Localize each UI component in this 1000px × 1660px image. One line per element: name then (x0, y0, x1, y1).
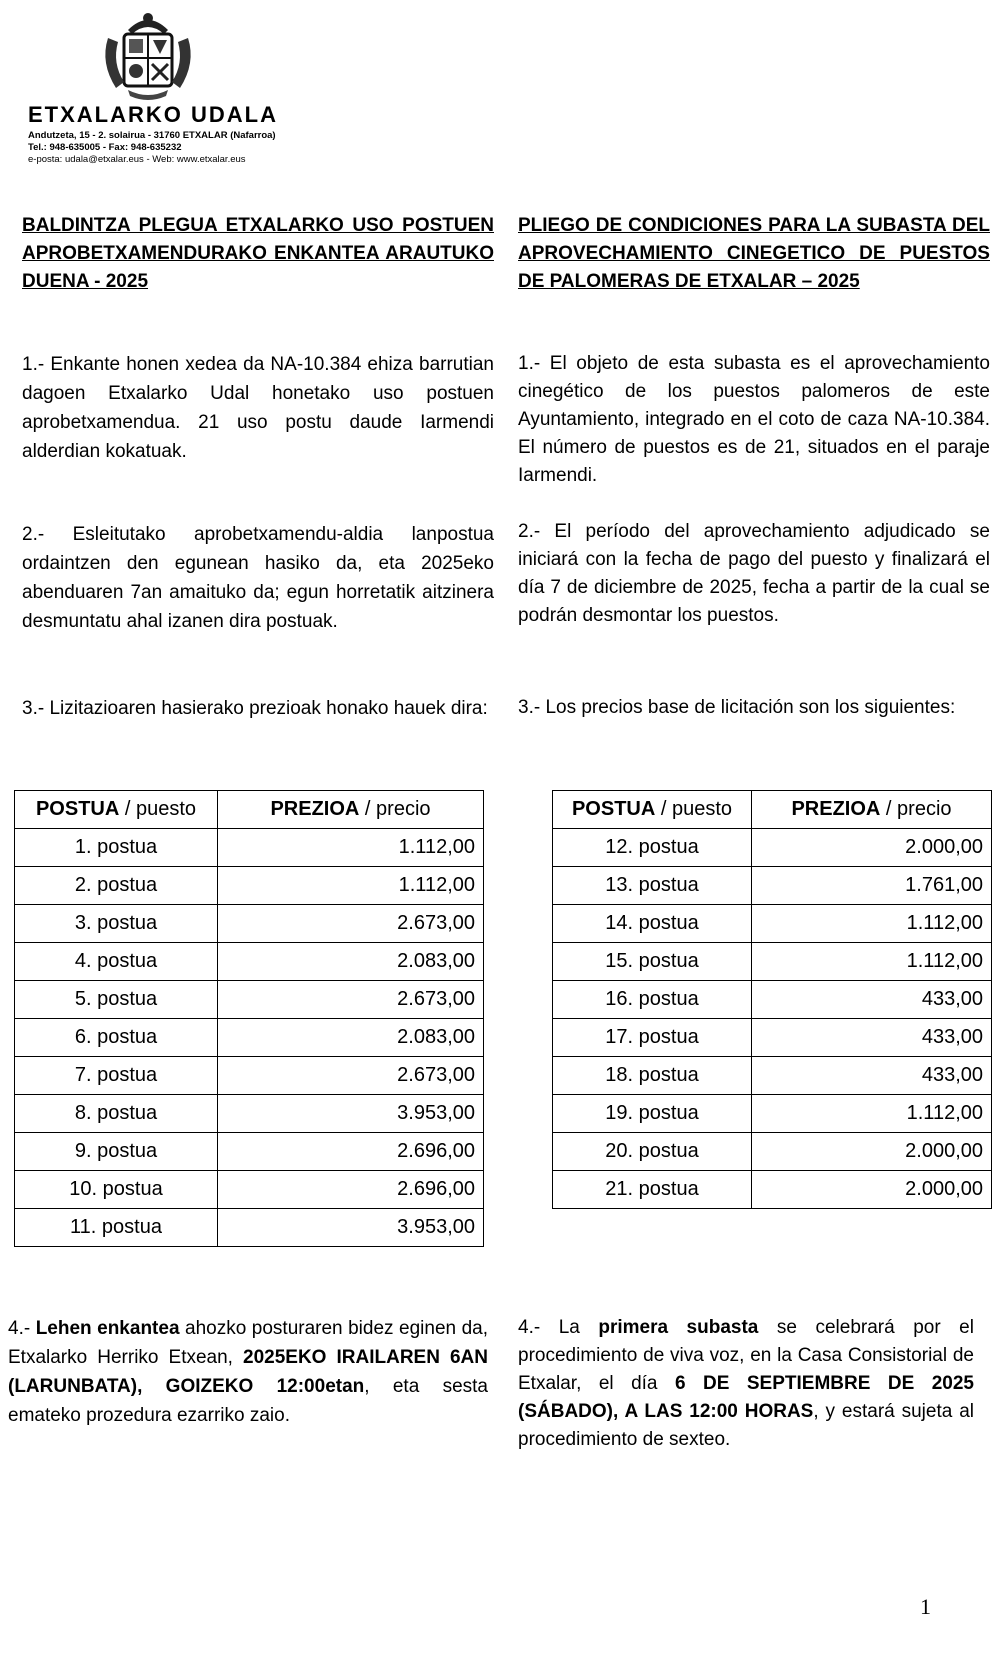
price-cell: 1.761,00 (752, 867, 992, 905)
post-cell: 19. postua (553, 1095, 752, 1133)
post-cell: 11. postua (15, 1209, 218, 1247)
post-cell: 4. postua (15, 943, 218, 981)
right-paragraph-3: 3.- Los precios base de licitación son los siguientes: (518, 697, 956, 718)
left-paragraph-3: 3.- Lizitazioaren hasierako prezioak honako hauek dira: (22, 698, 488, 719)
price-cell: 2.673,00 (218, 981, 484, 1019)
table-row (553, 981, 992, 1019)
table-row (15, 905, 484, 943)
post-cell: 2. postua (15, 867, 218, 905)
post-cell: 20. postua (553, 1133, 752, 1171)
price-cell: 1.112,00 (752, 943, 992, 981)
price-cell: 2.696,00 (218, 1133, 484, 1171)
right-paragraph-2: 2.- El período del aprovechamiento adjudicado se iniciará con la fecha de pago del puesto y finalizará el día 7 de diciembre de 2025, fecha a partir de la cual se podrán desmontar los puestos. (518, 521, 990, 626)
post-cell: 21. postua (553, 1171, 752, 1209)
table-row (15, 1095, 484, 1133)
price-cell: 2.000,00 (752, 1133, 992, 1171)
right-title: PLIEGO DE CONDICIONES PARA LA SUBASTA DEL APROVECHAMIENTO CINEGETICO DE PUESTOS DE PALOMERAS DE ETXALAR – 2025 (518, 215, 990, 292)
price-cell: 1.112,00 (752, 1095, 992, 1133)
table-row (553, 867, 992, 905)
price-table-left (14, 790, 484, 1247)
post-cell: 10. postua (15, 1171, 218, 1209)
post-cell: 16. postua (553, 981, 752, 1019)
table-header-row (553, 791, 992, 829)
letterhead (28, 8, 278, 168)
table-row (15, 829, 484, 867)
org-contact: e-posta: udala@etxalar.eus - Web: www.etxalar.eus (28, 154, 246, 165)
table-row (553, 1019, 992, 1057)
table-row (553, 829, 992, 867)
post-cell: 7. postua (15, 1057, 218, 1095)
table-row (15, 943, 484, 981)
price-cell: 2.673,00 (218, 1057, 484, 1095)
table-row (15, 867, 484, 905)
coat-of-arms-icon (98, 8, 198, 100)
org-address: Andutzeta, 15 - 2. solairua - 31760 ETXALAR (Nafarroa) (28, 130, 276, 141)
left-paragraph-4: 4.- Lehen enkantea ahozko posturaren bidez eginen da, Etxalarko Herriko Etxean, 2025EKO IRAILAREN 6AN (LARUNBATA), GOIZEKO 12:00etan, eta sesta emateko prozedura ezarriko zaio. (8, 1318, 489, 1426)
post-cell: 3. postua (15, 905, 218, 943)
table-row (15, 1057, 484, 1095)
post-cell: 17. postua (553, 1019, 752, 1057)
table-header-row (15, 791, 484, 829)
left-title: BALDINTZA PLEGUA ETXALARKO USO POSTUEN APROBETXAMENDURAKO ENKANTEA ARAUTUKO DUENA - 2025 (22, 215, 494, 292)
table-row (15, 1019, 484, 1057)
post-cell: 6. postua (15, 1019, 218, 1057)
price-cell: 1.112,00 (752, 905, 992, 943)
price-cell: 2.083,00 (218, 1019, 484, 1057)
table-row (15, 1209, 484, 1247)
price-cell: 2.083,00 (218, 943, 484, 981)
right-paragraph-1: 1.- El objeto de esta subasta es el aprovechamiento cinegético de los puestos palomeros de este Ayuntamiento, integrado en el coto de caza NA-10.384. El número de puestos es de 21, situados en el paraje Iarmendi. (518, 353, 990, 486)
table-row (553, 1057, 992, 1095)
post-cell: 1. postua (15, 829, 218, 867)
post-cell: 12. postua (553, 829, 752, 867)
price-cell: 433,00 (752, 981, 992, 1019)
post-cell: 18. postua (553, 1057, 752, 1095)
post-cell: 13. postua (553, 867, 752, 905)
price-cell: 2.000,00 (752, 1171, 992, 1209)
left-paragraph-2: 2.- Esleitutako aprobetxamendu-aldia lanpostua ordaintzen den egunean hasiko da, eta 2025eko abenduaren 7an amaituko da; egun horretatik aitzinera desmuntatu ahal izanen dira postuak. (22, 524, 494, 632)
price-cell: 433,00 (752, 1019, 992, 1057)
table-row (553, 1133, 992, 1171)
page-number: 1 (920, 1594, 931, 1619)
table-row (553, 943, 992, 981)
price-cell: 2.000,00 (752, 829, 992, 867)
table-row (553, 1171, 992, 1209)
price-cell: 1.112,00 (218, 829, 484, 867)
post-cell: 5. postua (15, 981, 218, 1019)
post-cell: 9. postua (15, 1133, 218, 1171)
price-cell: 2.673,00 (218, 905, 484, 943)
price-cell: 3.953,00 (218, 1095, 484, 1133)
price-cell: 1.112,00 (218, 867, 484, 905)
org-name: ETXALARKO UDALA (28, 102, 278, 127)
post-cell: 14. postua (553, 905, 752, 943)
table-row (15, 1133, 484, 1171)
table-row (553, 905, 992, 943)
column-header-post: POSTUA / puesto (15, 791, 218, 829)
table-row (553, 1095, 992, 1133)
column-header-price: PREZIOA / precio (752, 791, 992, 829)
table-row (15, 981, 484, 1019)
org-phone: Tel.: 948-635005 - Fax: 948-635232 (28, 142, 182, 153)
post-cell: 8. postua (15, 1095, 218, 1133)
price-table-right (552, 790, 992, 1209)
right-paragraph-4: 4.- La primera subasta se celebrará por el procedimiento de viva voz, en la Casa Consistorial de Etxalar, el día 6 DE SEPTIEMBRE DE 2025 (SÁBADO), A LAS 12:00 HORAS, y estará sujeta al procedimiento de sexteo. (518, 1317, 974, 1450)
left-paragraph-1: 1.- Enkante honen xedea da NA-10.384 ehiza barrutian dagoen Etxalarko Udal honetako uso postuen aprobetxamendua. 21 uso postu daude Iarmendi alderdian kokatuak. (22, 354, 494, 462)
price-cell: 2.696,00 (218, 1171, 484, 1209)
post-cell: 15. postua (553, 943, 752, 981)
price-cell: 433,00 (752, 1057, 992, 1095)
table-row (15, 1171, 484, 1209)
column-header-price: PREZIOA / precio (218, 791, 484, 829)
price-cell: 3.953,00 (218, 1209, 484, 1247)
column-header-post: POSTUA / puesto (553, 791, 752, 829)
